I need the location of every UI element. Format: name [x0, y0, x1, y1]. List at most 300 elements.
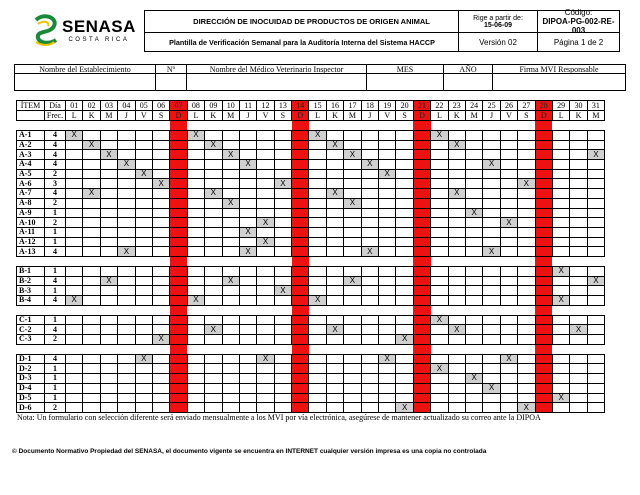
check-cell[interactable] — [187, 140, 204, 150]
check-cell[interactable] — [83, 208, 100, 218]
check-cell[interactable] — [518, 286, 535, 296]
check-cell[interactable] — [326, 198, 343, 208]
check-cell[interactable] — [152, 189, 169, 199]
check-cell[interactable] — [379, 403, 396, 413]
check-cell[interactable] — [396, 266, 413, 276]
check-cell[interactable] — [205, 393, 222, 403]
check-cell[interactable] — [152, 198, 169, 208]
check-cell[interactable] — [431, 218, 448, 228]
check-cell[interactable] — [187, 364, 204, 374]
check-cell[interactable] — [66, 403, 83, 413]
check-cell[interactable] — [187, 247, 204, 257]
check-cell[interactable] — [274, 150, 291, 160]
check-cell[interactable] — [344, 189, 361, 199]
check-cell[interactable] — [205, 364, 222, 374]
check-cell[interactable] — [83, 179, 100, 189]
check-cell[interactable] — [500, 237, 517, 247]
check-cell[interactable] — [570, 335, 587, 345]
check-cell[interactable] — [552, 218, 569, 228]
check-cell[interactable] — [118, 403, 135, 413]
check-cell[interactable] — [66, 179, 83, 189]
check-cell[interactable] — [379, 131, 396, 141]
check-cell-marked[interactable]: X — [205, 325, 222, 335]
check-cell[interactable] — [222, 140, 239, 150]
check-cell[interactable] — [361, 140, 378, 150]
check-cell[interactable] — [66, 150, 83, 160]
check-cell[interactable] — [135, 364, 152, 374]
check-cell[interactable] — [222, 383, 239, 393]
check-cell[interactable] — [83, 160, 100, 170]
check-cell[interactable] — [274, 315, 291, 325]
check-cell[interactable] — [361, 364, 378, 374]
check-cell[interactable] — [118, 354, 135, 364]
check-cell[interactable] — [187, 286, 204, 296]
check-cell[interactable] — [361, 150, 378, 160]
check-cell[interactable] — [448, 335, 465, 345]
check-cell[interactable] — [239, 208, 256, 218]
check-cell[interactable] — [152, 140, 169, 150]
check-cell[interactable] — [66, 140, 83, 150]
check-cell[interactable] — [379, 364, 396, 374]
check-cell[interactable] — [135, 383, 152, 393]
check-cell[interactable] — [500, 160, 517, 170]
check-cell[interactable] — [465, 198, 482, 208]
check-cell[interactable] — [222, 247, 239, 257]
check-cell-marked[interactable]: X — [570, 325, 587, 335]
check-cell[interactable] — [587, 160, 604, 170]
check-cell[interactable] — [100, 335, 117, 345]
check-cell[interactable] — [448, 237, 465, 247]
check-cell[interactable] — [274, 374, 291, 384]
check-cell-marked[interactable]: X — [483, 383, 500, 393]
check-cell[interactable] — [361, 189, 378, 199]
check-cell[interactable] — [552, 286, 569, 296]
check-cell[interactable] — [326, 296, 343, 306]
check-cell-marked[interactable]: X — [518, 179, 535, 189]
check-cell[interactable] — [239, 237, 256, 247]
check-cell[interactable] — [570, 393, 587, 403]
check-cell[interactable] — [274, 208, 291, 218]
check-cell-marked[interactable]: X — [135, 354, 152, 364]
check-cell[interactable] — [239, 335, 256, 345]
check-cell[interactable] — [518, 218, 535, 228]
mes-field[interactable] — [366, 73, 444, 91]
check-cell[interactable] — [83, 276, 100, 286]
check-cell[interactable] — [66, 169, 83, 179]
check-cell[interactable] — [465, 403, 482, 413]
check-cell[interactable] — [483, 140, 500, 150]
check-cell[interactable] — [152, 364, 169, 374]
check-cell[interactable] — [326, 179, 343, 189]
check-cell[interactable] — [66, 160, 83, 170]
check-cell[interactable] — [152, 325, 169, 335]
check-cell[interactable] — [83, 296, 100, 306]
check-cell[interactable] — [431, 189, 448, 199]
check-cell[interactable] — [448, 179, 465, 189]
check-cell[interactable] — [431, 296, 448, 306]
check-cell[interactable] — [326, 160, 343, 170]
check-cell[interactable] — [118, 383, 135, 393]
check-cell[interactable] — [205, 296, 222, 306]
check-cell[interactable] — [396, 276, 413, 286]
check-cell[interactable] — [239, 403, 256, 413]
check-cell[interactable] — [552, 131, 569, 141]
check-cell-marked[interactable]: X — [257, 218, 274, 228]
check-cell-marked[interactable]: X — [379, 354, 396, 364]
check-cell[interactable] — [100, 354, 117, 364]
check-cell[interactable] — [361, 325, 378, 335]
check-cell[interactable] — [448, 393, 465, 403]
check-cell[interactable] — [587, 266, 604, 276]
check-cell[interactable] — [326, 364, 343, 374]
check-cell[interactable] — [361, 315, 378, 325]
check-cell[interactable] — [431, 227, 448, 237]
establecimiento-field[interactable] — [14, 73, 156, 91]
check-cell[interactable] — [187, 227, 204, 237]
check-cell[interactable] — [518, 364, 535, 374]
check-cell[interactable] — [483, 335, 500, 345]
check-cell[interactable] — [396, 160, 413, 170]
check-cell[interactable] — [274, 403, 291, 413]
check-cell[interactable] — [152, 286, 169, 296]
check-cell[interactable] — [257, 286, 274, 296]
check-cell-marked[interactable]: X — [431, 364, 448, 374]
check-cell[interactable] — [483, 208, 500, 218]
check-cell[interactable] — [361, 403, 378, 413]
check-cell[interactable] — [187, 393, 204, 403]
check-cell[interactable] — [309, 160, 326, 170]
medico-field[interactable] — [186, 73, 367, 91]
check-cell[interactable] — [257, 393, 274, 403]
check-cell[interactable] — [83, 150, 100, 160]
check-cell[interactable] — [239, 169, 256, 179]
check-cell[interactable] — [431, 247, 448, 257]
check-cell[interactable] — [274, 296, 291, 306]
check-cell[interactable] — [239, 266, 256, 276]
check-cell[interactable] — [152, 276, 169, 286]
check-cell[interactable] — [483, 403, 500, 413]
check-cell[interactable] — [552, 140, 569, 150]
check-cell[interactable] — [152, 247, 169, 257]
check-cell[interactable] — [396, 364, 413, 374]
check-cell[interactable] — [222, 218, 239, 228]
check-cell[interactable] — [222, 354, 239, 364]
check-cell[interactable] — [570, 189, 587, 199]
check-cell[interactable] — [587, 218, 604, 228]
check-cell[interactable] — [361, 383, 378, 393]
check-cell[interactable] — [465, 354, 482, 364]
check-cell[interactable] — [205, 160, 222, 170]
check-cell[interactable] — [587, 364, 604, 374]
check-cell[interactable] — [187, 354, 204, 364]
check-cell[interactable] — [500, 131, 517, 141]
check-cell[interactable] — [309, 169, 326, 179]
check-cell[interactable] — [379, 160, 396, 170]
check-cell[interactable] — [257, 179, 274, 189]
check-cell[interactable] — [66, 335, 83, 345]
check-cell[interactable] — [587, 296, 604, 306]
check-cell[interactable] — [431, 286, 448, 296]
check-cell[interactable] — [187, 237, 204, 247]
check-cell[interactable] — [500, 374, 517, 384]
check-cell[interactable] — [205, 315, 222, 325]
check-cell-marked[interactable]: X — [66, 131, 83, 141]
check-cell[interactable] — [187, 325, 204, 335]
check-cell-marked[interactable]: X — [257, 237, 274, 247]
check-cell[interactable] — [309, 276, 326, 286]
check-cell[interactable] — [448, 364, 465, 374]
check-cell[interactable] — [257, 140, 274, 150]
check-cell[interactable] — [274, 364, 291, 374]
check-cell[interactable] — [344, 131, 361, 141]
check-cell[interactable] — [431, 383, 448, 393]
check-cell[interactable] — [222, 393, 239, 403]
check-cell[interactable] — [118, 237, 135, 247]
check-cell[interactable] — [483, 179, 500, 189]
check-cell[interactable] — [274, 140, 291, 150]
check-cell[interactable] — [396, 286, 413, 296]
check-cell[interactable] — [135, 403, 152, 413]
check-cell[interactable] — [66, 325, 83, 335]
check-cell[interactable] — [83, 247, 100, 257]
check-cell[interactable] — [239, 296, 256, 306]
check-cell[interactable] — [396, 315, 413, 325]
check-cell[interactable] — [431, 208, 448, 218]
check-cell[interactable] — [465, 335, 482, 345]
check-cell[interactable] — [66, 227, 83, 237]
check-cell[interactable] — [379, 218, 396, 228]
check-cell[interactable] — [274, 393, 291, 403]
check-cell[interactable] — [570, 169, 587, 179]
check-cell[interactable] — [431, 354, 448, 364]
check-cell[interactable] — [135, 247, 152, 257]
check-cell[interactable] — [83, 169, 100, 179]
check-cell[interactable] — [309, 393, 326, 403]
check-cell[interactable] — [187, 276, 204, 286]
check-cell[interactable] — [326, 227, 343, 237]
check-cell[interactable] — [135, 179, 152, 189]
check-cell[interactable] — [66, 198, 83, 208]
check-cell[interactable] — [222, 296, 239, 306]
check-cell[interactable] — [431, 393, 448, 403]
check-cell[interactable] — [552, 364, 569, 374]
check-cell-marked[interactable]: X — [361, 247, 378, 257]
check-cell-marked[interactable]: X — [483, 160, 500, 170]
check-cell[interactable] — [448, 227, 465, 237]
check-cell[interactable] — [152, 315, 169, 325]
check-cell[interactable] — [379, 179, 396, 189]
check-cell[interactable] — [205, 179, 222, 189]
check-cell[interactable] — [465, 131, 482, 141]
check-cell[interactable] — [257, 276, 274, 286]
check-cell-marked[interactable]: X — [431, 315, 448, 325]
check-cell[interactable] — [396, 169, 413, 179]
check-cell[interactable] — [552, 383, 569, 393]
check-cell-marked[interactable]: X — [448, 140, 465, 150]
check-cell[interactable] — [222, 131, 239, 141]
check-cell[interactable] — [239, 131, 256, 141]
anio-field[interactable] — [443, 73, 493, 91]
check-cell[interactable] — [222, 237, 239, 247]
check-cell-marked[interactable]: X — [187, 296, 204, 306]
check-cell[interactable] — [152, 403, 169, 413]
check-cell[interactable] — [187, 218, 204, 228]
check-cell[interactable] — [344, 364, 361, 374]
check-cell[interactable] — [205, 383, 222, 393]
check-cell[interactable] — [483, 364, 500, 374]
check-cell[interactable] — [222, 169, 239, 179]
check-cell[interactable] — [465, 218, 482, 228]
check-cell[interactable] — [239, 286, 256, 296]
check-cell[interactable] — [66, 266, 83, 276]
check-cell[interactable] — [552, 179, 569, 189]
check-cell[interactable] — [431, 335, 448, 345]
check-cell[interactable] — [100, 140, 117, 150]
check-cell[interactable] — [222, 315, 239, 325]
check-cell[interactable] — [518, 276, 535, 286]
check-cell[interactable] — [483, 150, 500, 160]
check-cell[interactable] — [379, 140, 396, 150]
check-cell[interactable] — [448, 160, 465, 170]
check-cell-marked[interactable]: X — [239, 227, 256, 237]
check-cell[interactable] — [205, 276, 222, 286]
check-cell[interactable] — [500, 315, 517, 325]
check-cell[interactable] — [431, 150, 448, 160]
check-cell[interactable] — [500, 140, 517, 150]
check-cell[interactable] — [361, 237, 378, 247]
check-cell-marked[interactable]: X — [552, 296, 569, 306]
check-cell-marked[interactable]: X — [274, 179, 291, 189]
check-cell[interactable] — [66, 315, 83, 325]
check-cell[interactable] — [257, 208, 274, 218]
check-cell-marked[interactable]: X — [500, 218, 517, 228]
check-cell[interactable] — [396, 131, 413, 141]
check-cell-marked[interactable]: X — [135, 169, 152, 179]
check-cell[interactable] — [118, 198, 135, 208]
check-cell[interactable] — [570, 150, 587, 160]
check-cell-marked[interactable]: X — [274, 286, 291, 296]
check-cell[interactable] — [379, 374, 396, 384]
check-cell[interactable] — [257, 189, 274, 199]
check-cell[interactable] — [500, 364, 517, 374]
check-cell[interactable] — [448, 403, 465, 413]
check-cell[interactable] — [257, 374, 274, 384]
check-cell[interactable] — [118, 296, 135, 306]
check-cell[interactable] — [396, 140, 413, 150]
check-cell[interactable] — [274, 247, 291, 257]
check-cell[interactable] — [552, 325, 569, 335]
check-cell[interactable] — [83, 315, 100, 325]
check-cell[interactable] — [326, 374, 343, 384]
check-cell[interactable] — [239, 179, 256, 189]
check-cell[interactable] — [326, 247, 343, 257]
check-cell[interactable] — [274, 276, 291, 286]
check-cell[interactable] — [379, 335, 396, 345]
check-cell[interactable] — [448, 150, 465, 160]
check-cell[interactable] — [500, 286, 517, 296]
check-cell[interactable] — [274, 160, 291, 170]
check-cell[interactable] — [587, 140, 604, 150]
check-cell[interactable] — [344, 266, 361, 276]
check-cell[interactable] — [309, 403, 326, 413]
check-cell[interactable] — [118, 131, 135, 141]
check-cell[interactable] — [205, 218, 222, 228]
check-cell[interactable] — [448, 218, 465, 228]
check-cell-marked[interactable]: X — [396, 403, 413, 413]
check-cell[interactable] — [135, 335, 152, 345]
check-cell[interactable] — [587, 335, 604, 345]
check-cell-marked[interactable]: X — [587, 276, 604, 286]
check-cell-marked[interactable]: X — [448, 325, 465, 335]
check-cell[interactable] — [344, 160, 361, 170]
check-cell-marked[interactable]: X — [326, 325, 343, 335]
check-cell[interactable] — [326, 383, 343, 393]
check-cell[interactable] — [344, 383, 361, 393]
check-cell[interactable] — [326, 286, 343, 296]
check-cell[interactable] — [66, 393, 83, 403]
check-cell-marked[interactable]: X — [552, 266, 569, 276]
check-cell[interactable] — [100, 296, 117, 306]
check-cell[interactable] — [187, 179, 204, 189]
check-cell[interactable] — [587, 227, 604, 237]
check-cell[interactable] — [309, 218, 326, 228]
check-cell[interactable] — [361, 276, 378, 286]
check-cell[interactable] — [205, 198, 222, 208]
check-cell-marked[interactable]: X — [118, 247, 135, 257]
check-cell[interactable] — [135, 208, 152, 218]
check-cell[interactable] — [135, 160, 152, 170]
check-cell[interactable] — [570, 179, 587, 189]
check-cell[interactable] — [570, 315, 587, 325]
check-cell[interactable] — [344, 296, 361, 306]
check-cell[interactable] — [500, 227, 517, 237]
check-cell[interactable] — [257, 247, 274, 257]
check-cell[interactable] — [326, 131, 343, 141]
check-cell[interactable] — [552, 374, 569, 384]
check-cell[interactable] — [500, 403, 517, 413]
check-cell[interactable] — [326, 393, 343, 403]
check-cell[interactable] — [587, 383, 604, 393]
check-cell[interactable] — [344, 218, 361, 228]
check-cell[interactable] — [483, 315, 500, 325]
check-cell[interactable] — [257, 160, 274, 170]
check-cell[interactable] — [448, 296, 465, 306]
check-cell[interactable] — [100, 364, 117, 374]
check-cell[interactable] — [518, 315, 535, 325]
check-cell[interactable] — [570, 198, 587, 208]
check-cell[interactable] — [257, 169, 274, 179]
check-cell[interactable] — [118, 393, 135, 403]
check-cell[interactable] — [83, 266, 100, 276]
check-cell[interactable] — [205, 403, 222, 413]
check-cell[interactable] — [518, 150, 535, 160]
check-cell[interactable] — [518, 189, 535, 199]
check-cell[interactable] — [152, 227, 169, 237]
check-cell[interactable] — [518, 131, 535, 141]
check-cell[interactable] — [552, 227, 569, 237]
check-cell[interactable] — [361, 266, 378, 276]
check-cell[interactable] — [396, 374, 413, 384]
check-cell[interactable] — [222, 179, 239, 189]
check-cell[interactable] — [396, 150, 413, 160]
check-cell[interactable] — [66, 247, 83, 257]
check-cell[interactable] — [118, 374, 135, 384]
check-cell[interactable] — [83, 374, 100, 384]
check-cell-marked[interactable]: X — [66, 296, 83, 306]
check-cell[interactable] — [500, 179, 517, 189]
check-cell[interactable] — [483, 227, 500, 237]
check-cell[interactable] — [309, 364, 326, 374]
